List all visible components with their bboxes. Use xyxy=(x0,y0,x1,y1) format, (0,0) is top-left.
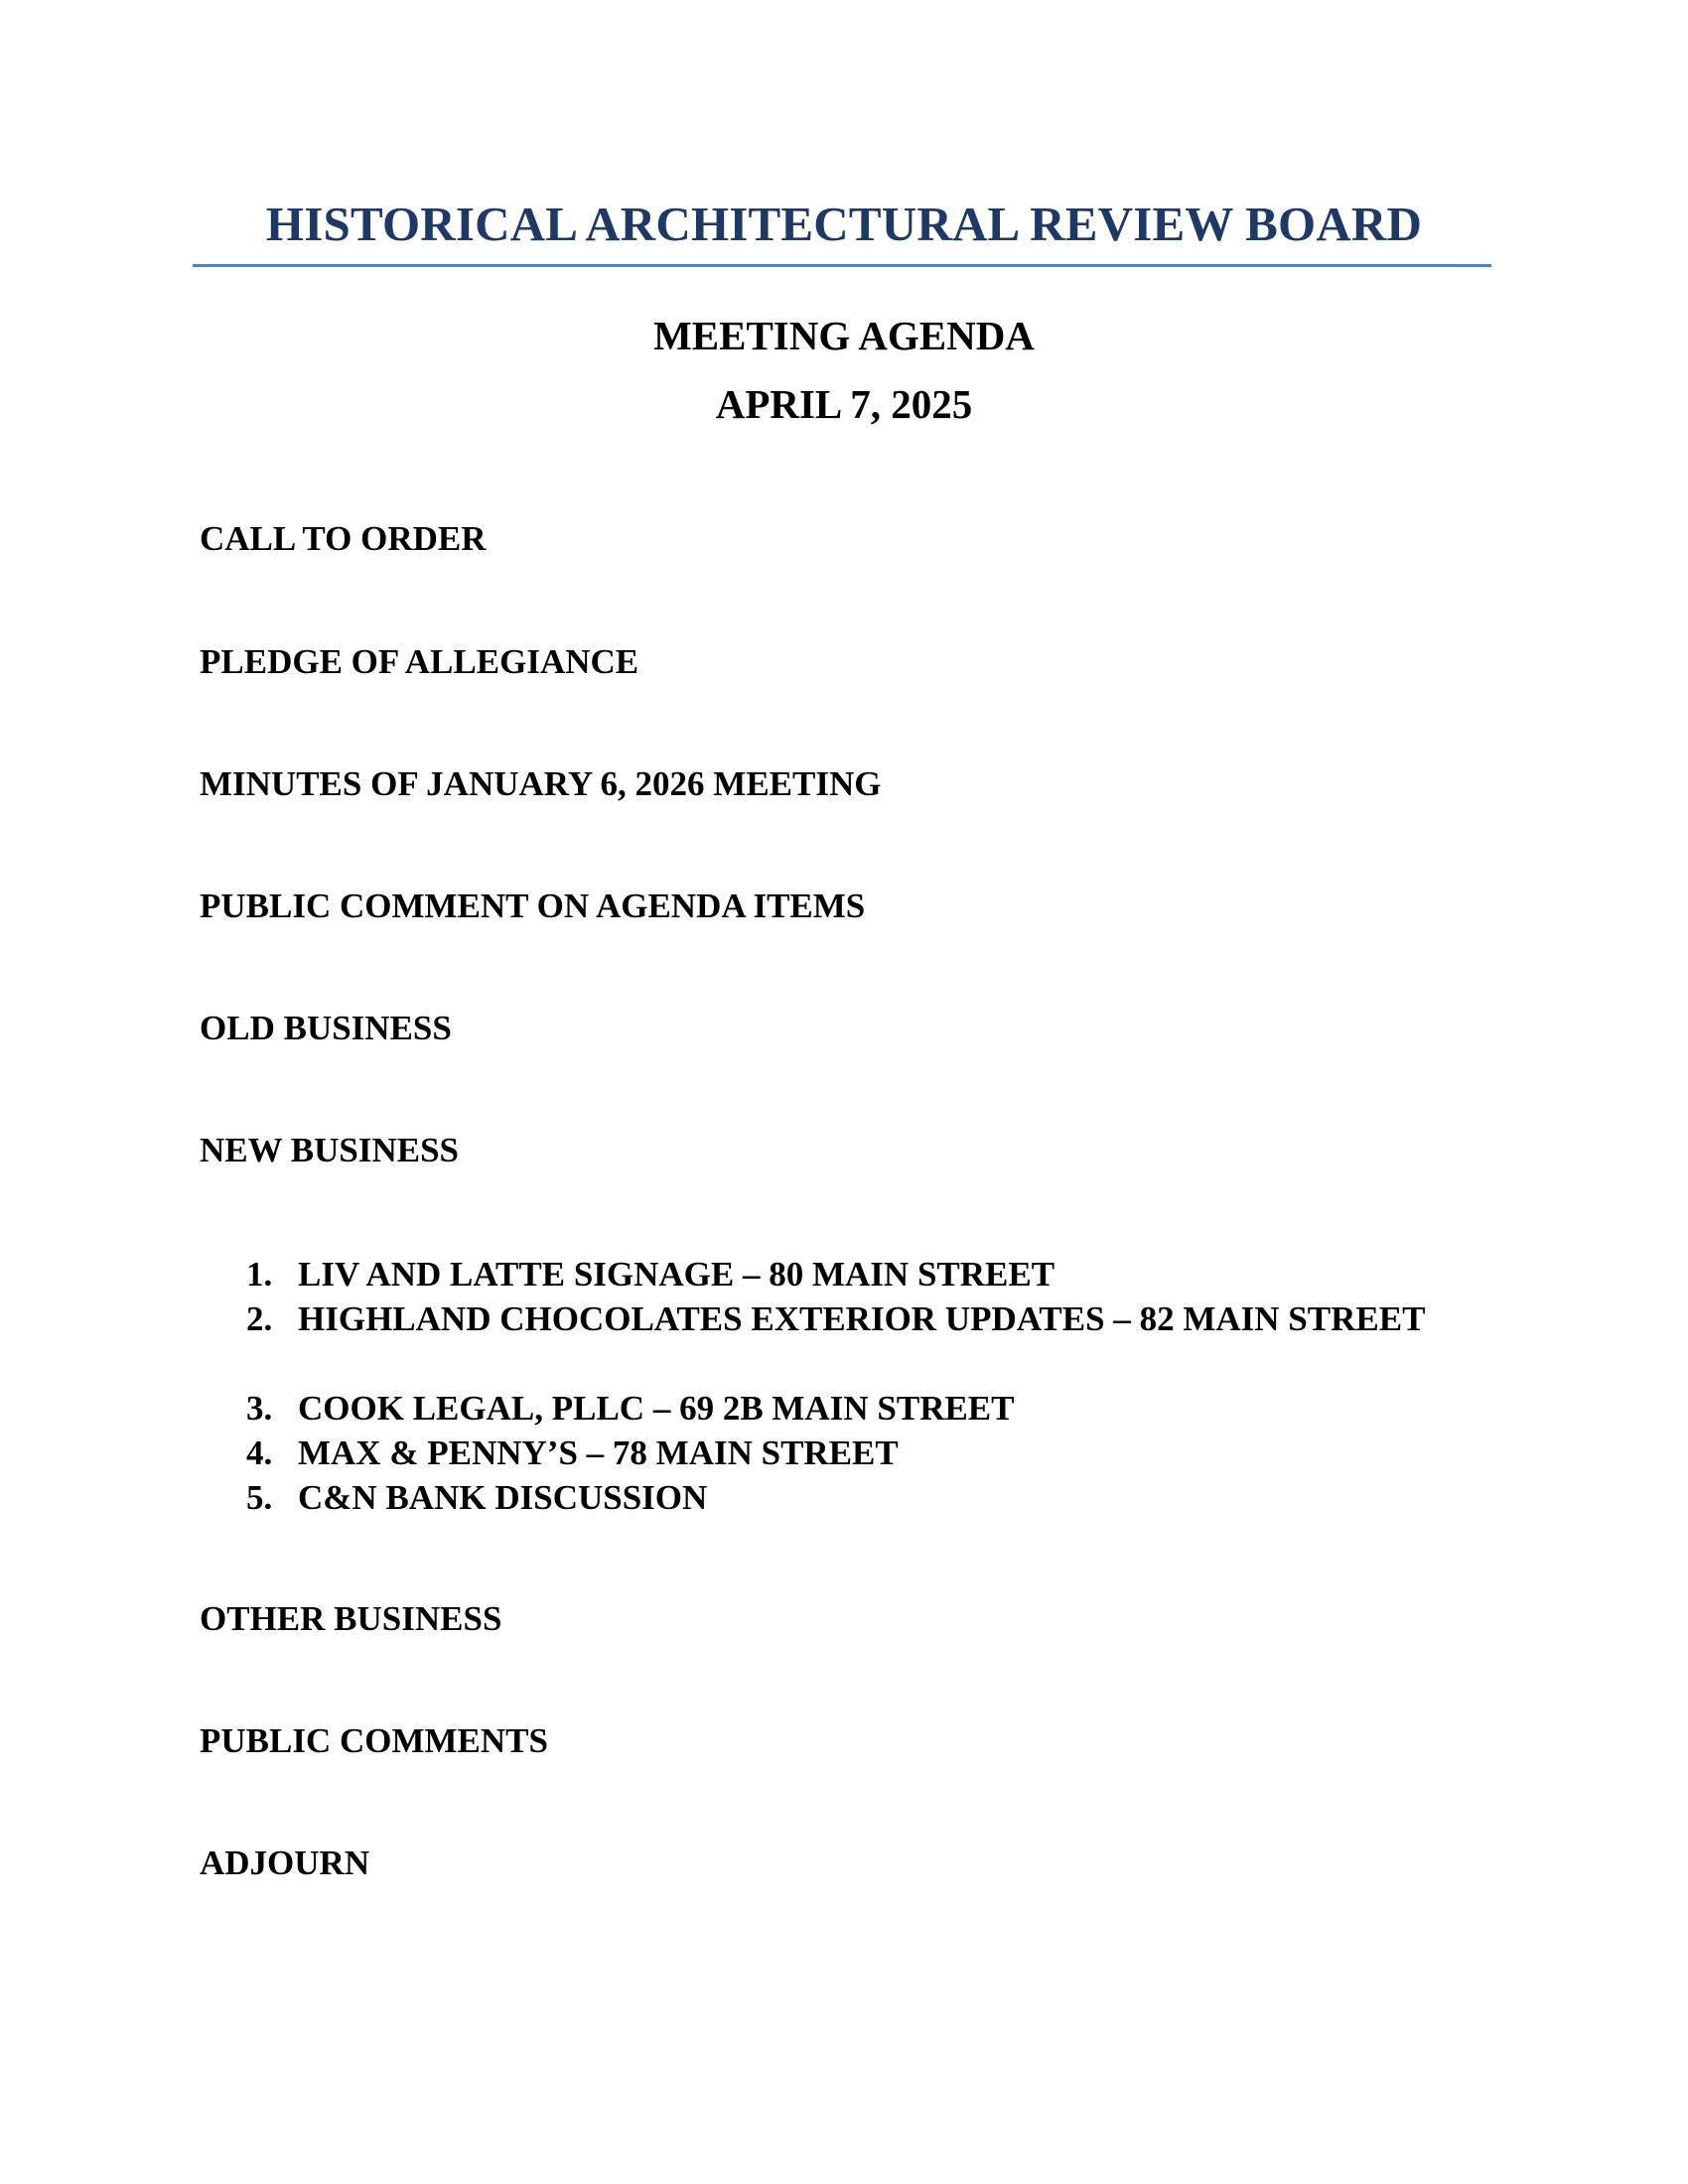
list-item-text: MAX & PENNY’S – 78 MAIN STREET xyxy=(298,1433,899,1472)
list-item-text: HIGHLAND CHOCOLATES EXTERIOR UPDATES – 82 MAIN STREET xyxy=(298,1299,1426,1338)
section-old-business: OLD BUSINESS xyxy=(200,1009,452,1047)
list-item-number: 5. xyxy=(246,1478,273,1517)
list-item xyxy=(0,1386,1688,1431)
title-underline xyxy=(193,264,1491,267)
meeting-date: APRIL 7, 2025 xyxy=(715,381,973,427)
list-item-number: 1. xyxy=(246,1255,273,1294)
list-item xyxy=(0,1297,1688,1386)
section-other-business: OTHER BUSINESS xyxy=(200,1599,502,1638)
list-item-number: 2. xyxy=(246,1299,273,1338)
page-title: HISTORICAL ARCHITECTURAL REVIEW BOARD xyxy=(265,197,1423,251)
list-item-text: COOK LEGAL, PLLC – 69 2B MAIN STREET xyxy=(298,1389,1015,1428)
meeting-agenda-heading: MEETING AGENDA xyxy=(653,313,1035,358)
list-item xyxy=(0,1252,1688,1297)
section-new-business: NEW BUSINESS xyxy=(200,1131,459,1169)
section-public-comments: PUBLIC COMMENTS xyxy=(200,1721,548,1760)
section-public-comment-agenda-items: PUBLIC COMMENT ON AGENDA ITEMS xyxy=(200,887,866,925)
list-item-number: 3. xyxy=(246,1389,273,1428)
list-item xyxy=(0,1475,1688,1520)
section-call-to-order: CALL TO ORDER xyxy=(200,519,487,558)
section-adjourn: ADJOURN xyxy=(200,1843,370,1882)
list-item-text: C&N BANK DISCUSSION xyxy=(298,1478,708,1517)
list-item-text: LIV AND LATTE SIGNAGE – 80 MAIN STREET xyxy=(298,1255,1055,1294)
new-business-list xyxy=(0,1252,1688,1520)
section-minutes: MINUTES OF JANUARY 6, 2026 MEETING xyxy=(200,764,882,803)
list-item xyxy=(0,1431,1688,1475)
section-pledge-of-allegiance: PLEDGE OF ALLEGIANCE xyxy=(200,642,639,681)
list-item-number: 4. xyxy=(246,1433,273,1472)
